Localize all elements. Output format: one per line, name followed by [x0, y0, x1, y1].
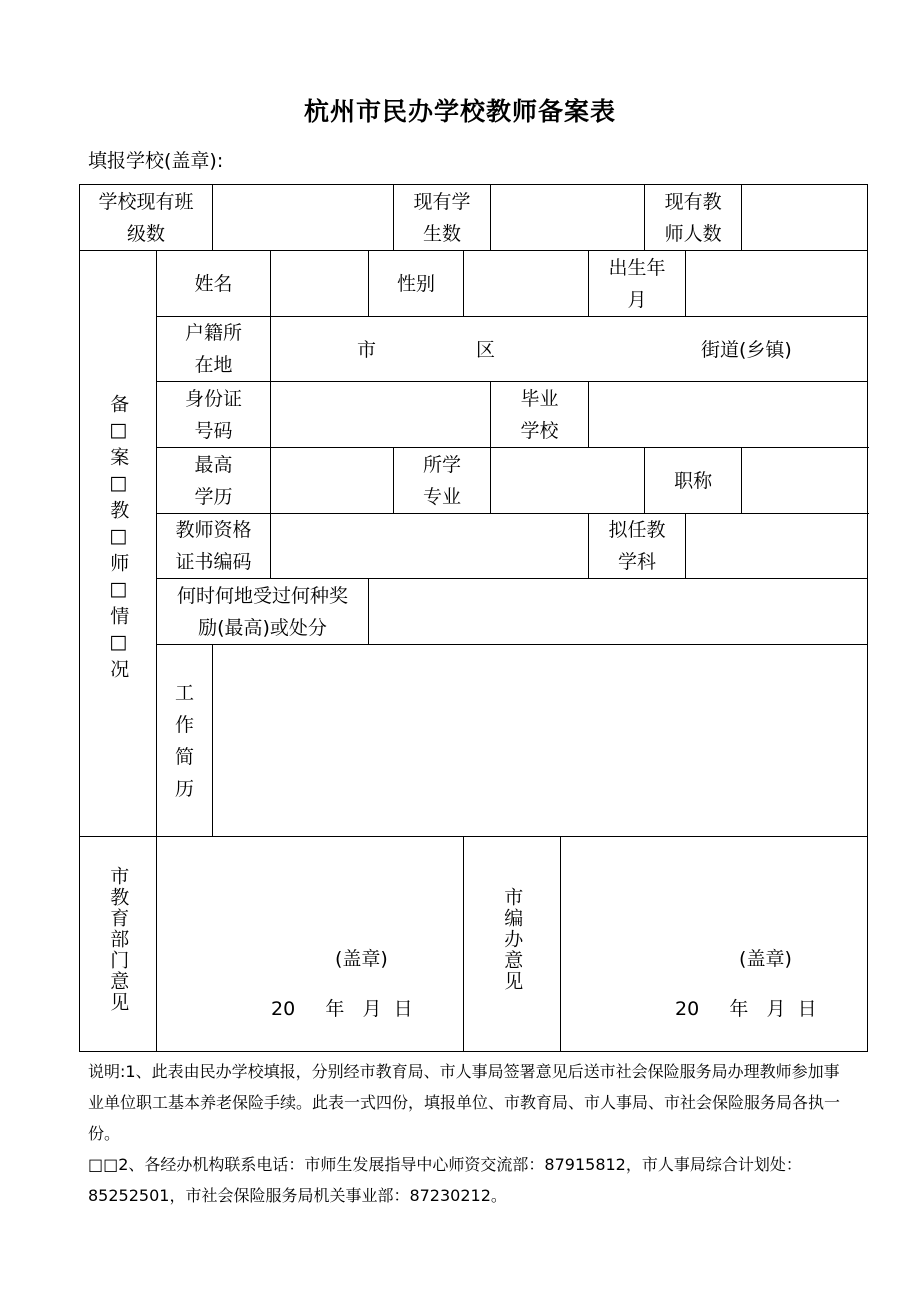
staff-office-seal: (盖章): [739, 948, 792, 970]
grad-school-label: 毕业学校: [491, 382, 589, 448]
note-2: □□2、各经办机构联系电话：市师生发展指导中心师资交流部：87915812，市人事局综合计划处：85252501，市社会保险服务局机关事业部：87230212。: [88, 1155, 802, 1205]
cert-value[interactable]: [271, 514, 589, 579]
edu-dept-seal: (盖章): [335, 948, 388, 970]
hukou-city: 市: [357, 339, 377, 361]
gender-value[interactable]: [464, 251, 589, 317]
section-label: [80, 251, 157, 837]
hukou-value[interactable]: [271, 317, 868, 382]
edu-dept-opinion[interactable]: [157, 837, 464, 1052]
hukou-district: 区: [476, 339, 496, 361]
staff-office-text: 市编办意见: [501, 887, 524, 992]
work-history-label: 工作简历: [157, 645, 213, 837]
teachers-value[interactable]: [742, 185, 868, 251]
work-history-value[interactable]: [213, 645, 868, 837]
registration-form: [79, 184, 868, 1052]
name-label: 姓名: [157, 251, 271, 317]
edu-value[interactable]: [271, 448, 394, 514]
gender-label: 性别: [369, 251, 464, 317]
major-label: 所学专业: [394, 448, 491, 514]
notes: [88, 1056, 848, 1211]
hukou-street: 街道(乡镇): [701, 339, 792, 361]
major-value[interactable]: [491, 448, 645, 514]
birth-value[interactable]: [686, 251, 868, 317]
classes-label: 学校现有班级数: [80, 185, 213, 251]
subject-value[interactable]: [686, 514, 868, 579]
page-title: 杭州市民办学校教师备案表: [303, 97, 616, 126]
name-value[interactable]: [271, 251, 369, 317]
students-label: 现有学生数: [394, 185, 491, 251]
teachers-label: 现有教师人数: [645, 185, 742, 251]
school-line: 填报学校(盖章):: [88, 150, 224, 172]
section-label-text: 备□案□教□师□情□况: [107, 393, 130, 684]
title-rank-value[interactable]: [742, 448, 868, 514]
edu-dept-label: [80, 837, 157, 1052]
students-value[interactable]: [491, 185, 645, 251]
subject-label: 拟任教学科: [589, 514, 686, 579]
grad-school-value[interactable]: [589, 382, 868, 448]
birth-label: 出生年月: [589, 251, 686, 317]
classes-value[interactable]: [213, 185, 394, 251]
staff-office-label: [464, 837, 561, 1052]
edu-label: 最高学历: [157, 448, 271, 514]
note-1: 说明:1、此表由民办学校填报，分别经市教育局、市人事局签署意见后送市社会保险服务局办理教师参加事业单位职工基本养老保险手续。此表一式四份，填报单位、市教育局、市人事局、市社会保险服务局各执一份。: [88, 1062, 841, 1143]
staff-office-opinion[interactable]: [561, 837, 868, 1052]
edu-dept-text: 市教育部门意见: [107, 865, 130, 1013]
id-label: 身份证号码: [157, 382, 271, 448]
hukou-label: 户籍所在地: [157, 317, 271, 382]
awards-label: 何时何地受过何种奖励(最高)或处分: [157, 579, 369, 645]
id-value[interactable]: [271, 382, 491, 448]
title-rank-label: 职称: [645, 448, 742, 514]
cert-label: 教师资格证书编码: [157, 514, 271, 579]
awards-value[interactable]: [369, 579, 868, 645]
edu-dept-date: 20 年 月 日: [271, 998, 413, 1020]
staff-office-date: 20 年 月 日: [675, 998, 817, 1020]
